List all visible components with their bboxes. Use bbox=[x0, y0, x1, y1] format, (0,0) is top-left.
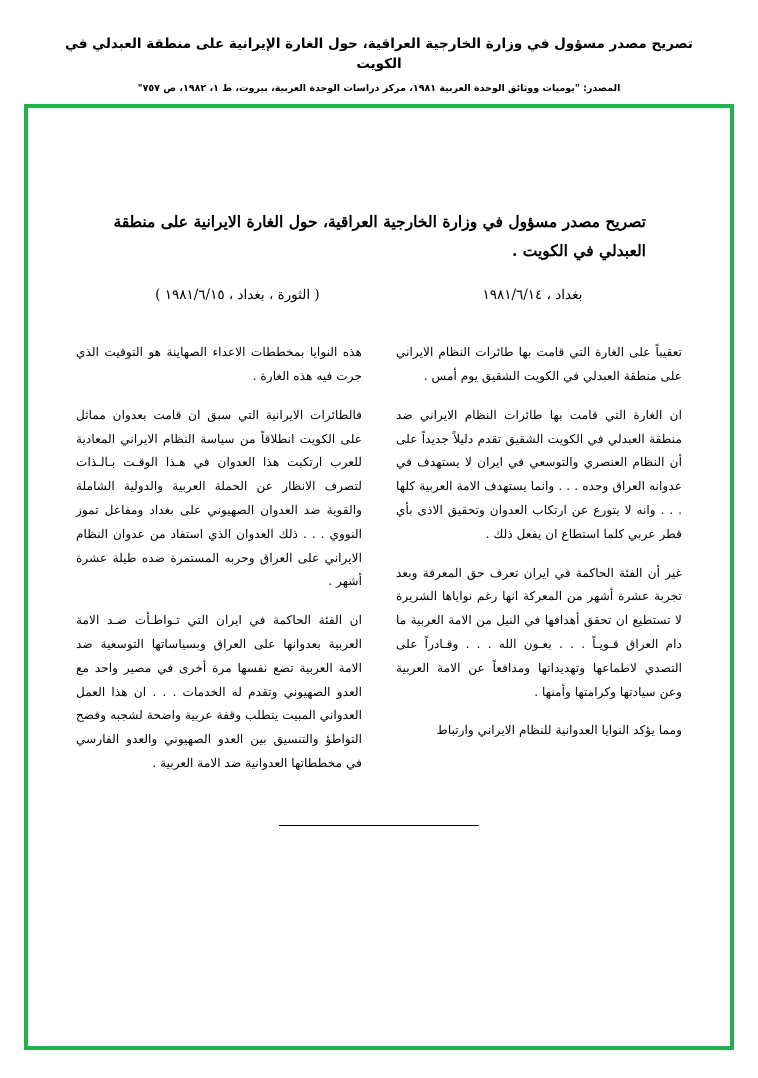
column-right bbox=[396, 341, 682, 775]
paragraph: هذه النوايا بمخططات الاعداء الصهاينة هو التوقيت الذي جرت فيه هذه الغارة . bbox=[76, 345, 362, 384]
document-header bbox=[0, 0, 758, 96]
article-title: تصريح مصدر مسؤول في وزارة الخارجية العراقية، حول الغارة الايرانية على منطقة العبدلي في الكويت . bbox=[113, 212, 646, 260]
page-title: تصريح مصدر مسؤول في وزارة الخارجية العراقية، حول الغارة الإيرانية على منطقة العبدلي في الكويت bbox=[64, 36, 694, 73]
paragraph: تعقيباً على الغارة التي قامت بها طائرات النظام الايراني على منطقة العبدلي في الكويت الشقيق يوم أمس . bbox=[396, 345, 682, 384]
paragraph: ان الفئة الحاكمة في ايران التي تـواطـأت ضـد الامة العربية بعدوانها على العراق وبسياساتها التوسعية ضد الامة العربية تضع نفسها مرة أخرى في مصير واحد مع العدو الصهيوني وتقدم له الخدمات . . . ان هذا العمل العدواني المبيت يتطلب وقفة عربية واضحة لشجبه وفضح التواطؤ والتنسيق بين العدو الصهيوني والعدو الفارسي في مخططاتها العدوانية ضد الامة العربية . bbox=[76, 613, 362, 770]
dateline-row bbox=[76, 287, 682, 303]
source-line: المصدر: "يوميات ووثائق الوحدة العربية ١٩٨١، مركز دراسات الوحدة العربية، بيروت، ط ١، ١٩٨٢، ص ٧٥٧" bbox=[137, 82, 621, 94]
paragraph: ومما يؤكد النوايا العدوانية للنظام الايراني وارتباط bbox=[436, 723, 682, 738]
horizontal-rule bbox=[279, 825, 479, 826]
dateline-origin: بغداد ، ١٩٨١/٦/١٤ bbox=[482, 287, 583, 304]
paragraph: فالطائرات الايرانية التي سبق ان قامت بعدوان مماثل على الكويت انطلاقاً من سياسة النظام الايراني المعادية للعرب ارتكبت هذا العدوان في هـذا الوقـت بـالـذات لتصرف الانظار عن الحملة العربية والدولية الشاملة والقوية ضد العدوان الصهيوني على بغداد ومفاعل تموز النووي . . . ذلك العدوان الذي استفاد من عدوان النظام الايراني على العراق وحربه المستمرة ضده طيلة عشرة أشهر . bbox=[76, 407, 362, 589]
dateline-attribution: ( الثورة ، بغداد ، ١٩٨١/٦/١٥ ) bbox=[155, 287, 320, 304]
paragraph: غير أن الفئة الحاكمة في ايران تعرف حق المعرفة وبعد تجربة عشرة أشهر من المعركة انها رغم نواياها الشريرة لا تستطيع ان تحقق أهدافها في النيل من الامة العربية ما دام العراق قـويـاً . . . بعـون الله . . . وقـادراً على التصدي لاطماعها وتهديداتها ومدافعاً عن الامة العربية وعن سيادتها وكرامتها وأمنها . bbox=[396, 565, 682, 699]
document-body bbox=[28, 108, 730, 1046]
paragraph: ان الغارة التي قامت بها طائرات النظام الايراني ضد منطقة العبدلي في الكويت الشقيق تقدم دليلاً جديداً على أن النظام العنصري والتوسعي في ايران لا يستهدف في عدوانه العراق وحده . . . وانما يستهدف الامة العربية كلها . . . وانه لا يتورع عن ارتكاب العدوان وتحقيق الاذى بأي قطر عربي كلما استطاع ان يفعل ذلك . bbox=[396, 407, 682, 541]
column-left bbox=[76, 341, 362, 775]
text-columns bbox=[76, 341, 682, 775]
green-border-frame bbox=[24, 104, 734, 1050]
